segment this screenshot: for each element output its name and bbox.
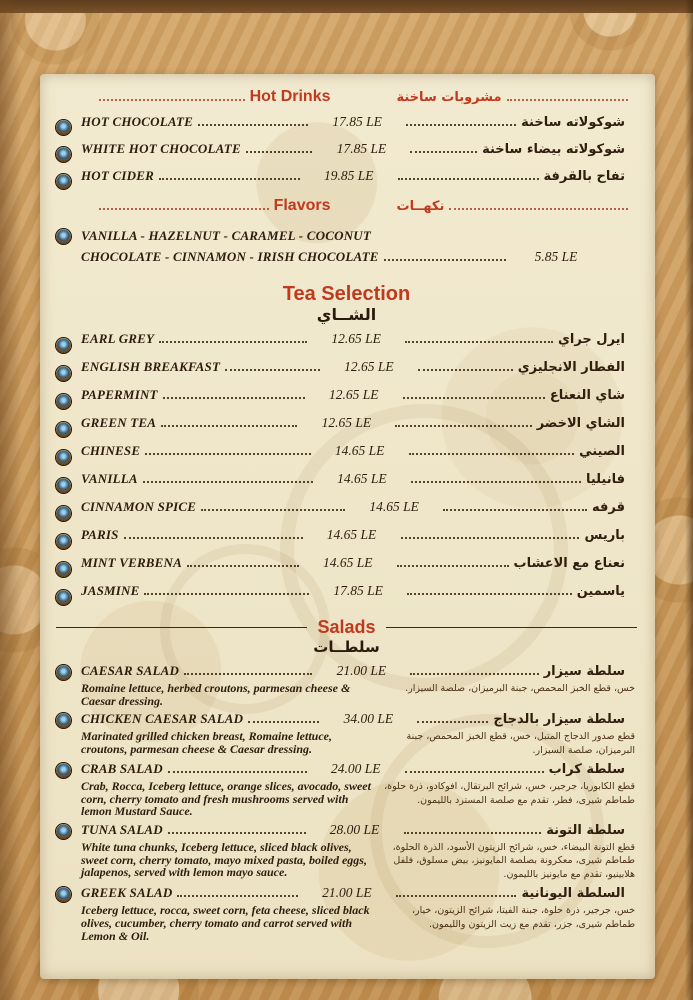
item-name-ar: ايرل جراي: [557, 332, 626, 347]
dot-leader: [143, 481, 313, 483]
item-name-en: HOT CIDER: [81, 168, 154, 183]
menu-item-row: [56, 711, 637, 730]
scan-right-edge: [685, 0, 693, 1000]
menu-item-row: [56, 555, 637, 583]
item-description-en: Romaine lettuce, herbed croutons, parmesan cheese & Caesar dressing.: [81, 681, 351, 708]
dot-leader: [99, 99, 245, 101]
item-name-en: VANILLA: [81, 471, 138, 486]
item-name-en: PAPERMINT: [81, 387, 158, 402]
item-name-ar: شوكولاته بيضاء ساخنة: [482, 142, 626, 157]
logo-bullet-icon: [56, 422, 71, 437]
menu-item-row: [56, 141, 637, 168]
flavors-text: VANILLA - HAZELNUT - CARAMEL - COCONUT: [81, 228, 372, 243]
header-right: [397, 89, 638, 107]
section-title-ar: الشــاي: [316, 305, 377, 324]
item-price: 14.65 LE: [326, 527, 377, 542]
item-name-en: TUNA SALAD: [81, 821, 163, 837]
dot-leader: [396, 895, 517, 897]
dot-leader: [398, 178, 539, 180]
salad-item: [56, 761, 637, 818]
dot-leader: [198, 124, 308, 126]
section-header-salads: [56, 617, 637, 637]
item-description-en: Marinated grilled chicken breast, Romaine lettuce, croutons, parmesan cheese & Caesar dressing.: [81, 729, 332, 756]
flavors-line-1: [56, 223, 637, 249]
dot-leader: [417, 721, 488, 723]
dot-leader: [248, 721, 319, 723]
dot-leader: [159, 341, 307, 343]
section-title-en: Tea Selection: [282, 283, 411, 305]
item-price: 12.65 LE: [329, 387, 379, 402]
section-title-ar: سلطــات: [313, 638, 380, 656]
item-description-ar: قطع الكابوريا، جرجير، خس، شرائح البرتقال، افوكادو، ذرة حلوة، طماطم شيرى، فطر، تقدم مع صلصة المسترد بالليمون.: [384, 781, 635, 806]
logo-bullet-icon: [56, 562, 71, 577]
item-name-en: CRAB SALAD: [81, 761, 163, 777]
item-price: 21.00 LE: [322, 885, 372, 901]
item-name-ar: الشاي الاخضر: [536, 416, 626, 431]
logo-bullet-icon: [56, 174, 71, 189]
dot-leader: [99, 208, 269, 210]
menu-page: [40, 74, 655, 979]
dot-leader: [397, 565, 509, 567]
logo-bullet-icon: [56, 120, 71, 135]
menu-item-row: [56, 583, 637, 611]
logo-bullet-icon: [56, 590, 71, 605]
item-price: 12.65 LE: [344, 359, 394, 374]
logo-bullet-icon: [56, 366, 71, 381]
dot-leader: [411, 481, 581, 483]
item-name-ar: شاي النعناع: [549, 388, 625, 403]
item-price: 17.85 LE: [332, 114, 382, 129]
item-name-en: HOT CHOCOLATE: [81, 114, 194, 129]
dot-leader: [407, 593, 572, 595]
dot-leader: [161, 425, 297, 427]
menu-item-row: [56, 663, 637, 682]
dot-leader: [401, 537, 580, 539]
dot-leader: [168, 832, 306, 834]
scan-left-edge: [0, 0, 22, 1000]
header-left: [56, 88, 331, 106]
header-left: [56, 197, 331, 215]
item-name-en: EARL GREY: [81, 331, 155, 346]
section-title-en: Hot Drinks: [249, 88, 331, 105]
menu-item-row: [56, 114, 637, 141]
flavors-text: CHOCOLATE - CINNAMON - IRISH CHOCOLATE: [81, 249, 379, 264]
item-price: 17.85 LE: [336, 141, 387, 156]
item-description-ar: خس، قطع الخبز المحمص، جبنة البرميزان، صلصة السيزار.: [405, 683, 635, 694]
item-price: 21.00 LE: [336, 663, 387, 678]
dot-leader: [404, 832, 542, 834]
dot-leader: [163, 397, 305, 399]
header-rule: [386, 627, 637, 628]
item-name-en: JASMINE: [81, 583, 140, 598]
item-name-en: CHICKEN CAESAR SALAD: [81, 711, 244, 727]
salad-item: [56, 663, 637, 707]
header-rule: [56, 627, 307, 628]
item-name-ar: نعناع مع الاعشاب: [513, 556, 626, 571]
item-name-en: CAESAR SALAD: [81, 663, 180, 678]
dot-leader: [145, 453, 310, 455]
item-price: 12.65 LE: [331, 331, 381, 346]
item-price: 12.65 LE: [321, 415, 372, 430]
menu-item-row: [56, 471, 637, 499]
section-title-en: Flavors: [273, 197, 331, 214]
item-price: 14.65 LE: [337, 471, 387, 486]
item-name-en: MINT VERBENA: [81, 555, 183, 570]
dot-leader: [405, 341, 553, 343]
item-name-ar: باريس: [584, 528, 625, 543]
item-name-ar: الصيني: [579, 444, 625, 459]
dot-leader: [384, 259, 506, 261]
item-description-en: White tuna chunks, Iceberg lettuce, sliced black olives, sweet corn, cherry tomato, mayo mixed pasta, boiled eggs, jalapenos, served with lemon mayo sauce.: [81, 839, 367, 880]
logo-bullet-icon: [56, 147, 71, 162]
menu-item-row: [56, 415, 637, 443]
item-name-en: CINNAMON SPICE: [81, 499, 197, 514]
item-description-en: Crab, Rocca, Iceberg lettuce, orange slices, avocado, sweet corn, cherry tomato and fresh mushrooms served with lemon Mustard Sauce.: [81, 779, 371, 819]
item-name-en: ENGLISH BREAKFAST: [81, 359, 221, 374]
section-header-tea: [56, 283, 637, 325]
item-name-ar: سلطة سيزار بالدجاج: [493, 712, 626, 728]
item-name-ar: سلطة سيزار: [543, 664, 625, 679]
item-price: 14.65 LE: [369, 499, 419, 514]
dot-leader: [177, 895, 298, 897]
item-description-ar: قطع صدور الدجاج المتبل، خس، قطع الخبز المحمص، جبنة البرميزان، صلصة السيزار.: [406, 731, 635, 756]
item-name-ar: السلطة اليونانية: [521, 886, 626, 902]
logo-bullet-icon: [56, 450, 71, 465]
dot-leader: [124, 537, 303, 539]
salad-item: [56, 822, 637, 882]
item-price: 17.85 LE: [333, 583, 383, 598]
flavors-price: 5.85 LE: [534, 249, 578, 264]
item-name-ar: شوكولاته ساخنة: [521, 115, 625, 130]
dot-leader: [403, 397, 545, 399]
logo-bullet-icon: [56, 394, 71, 409]
item-price: 34.00 LE: [343, 711, 394, 727]
dot-leader: [418, 369, 513, 371]
dot-leader: [225, 369, 320, 371]
menu-item-row: [56, 168, 637, 195]
dot-leader: [406, 124, 516, 126]
dot-leader: [184, 673, 312, 675]
logo-bullet-icon: [56, 763, 71, 778]
menu-item-row: [56, 387, 637, 415]
header-right: [397, 198, 638, 216]
menu-content: [40, 74, 655, 979]
item-name-en: GREEN TEA: [81, 415, 157, 430]
scan-top-edge: [0, 0, 693, 13]
item-name-ar: قرفه: [592, 500, 626, 515]
dot-leader: [168, 771, 307, 773]
menu-item-row: [56, 822, 637, 841]
menu-item-row: [56, 331, 637, 359]
dot-leader: [410, 151, 477, 153]
dot-leader: [507, 99, 628, 101]
section-header-flavors: [56, 197, 637, 216]
item-name-ar: الفطار الانجليزي: [517, 360, 625, 375]
salad-descriptions: [56, 730, 637, 757]
flavors-line-2: [56, 249, 637, 275]
item-price: 14.65 LE: [334, 443, 385, 458]
dot-leader: [405, 771, 544, 773]
item-description-ar: قطع التونة البيضاء، خس، شرائح الزيتون الأسود، الذرة الحلوة، طماطم شيرى، معكرونة بصلصة المايونيز، بيض مسلوق، فلفل هلابينيو، تقدم مع مايونيز بالليمون.: [392, 841, 635, 880]
menu-item-row: [56, 527, 637, 555]
salad-item: [56, 711, 637, 757]
logo-bullet-icon: [56, 713, 71, 728]
dot-leader: [395, 425, 531, 427]
item-name-en: WHITE HOT CHOCOLATE: [81, 141, 241, 156]
section-title-ar: مشروبات ساخنة: [396, 90, 502, 105]
item-name-ar: ياسمين: [576, 584, 626, 599]
menu-item-row: [56, 761, 637, 780]
salad-descriptions: [56, 841, 637, 882]
item-name-ar: سلطة التونة: [546, 822, 625, 838]
dot-leader: [159, 178, 300, 180]
section-title-ar: نكهــات: [396, 199, 445, 214]
logo-bullet-icon: [56, 887, 71, 902]
logo-bullet-icon: [56, 229, 71, 244]
item-name-ar: فانيليا: [585, 472, 626, 487]
dot-leader: [187, 565, 299, 567]
dot-leader: [144, 593, 309, 595]
item-price: 19.85 LE: [323, 168, 374, 183]
dot-leader: [449, 208, 628, 210]
item-name-ar: سلطة كراب: [548, 762, 625, 778]
menu-item-row: [56, 359, 637, 387]
dot-leader: [443, 509, 587, 511]
logo-bullet-icon: [56, 534, 71, 549]
item-description-en: Iceberg lettuce, rocca, sweet corn, feta cheese, sliced black olives, cucumber, cherry tomato and carrot served with Lemon & Oil.: [81, 903, 370, 943]
logo-bullet-icon: [56, 478, 71, 493]
item-name-en: GREEK SALAD: [81, 885, 173, 901]
section-header-hot-drinks: [56, 88, 637, 107]
item-name-en: PARIS: [81, 527, 119, 542]
dot-leader: [409, 453, 574, 455]
salad-descriptions: [56, 780, 637, 818]
item-name-en: CHINESE: [81, 443, 141, 458]
menu-item-row: [56, 885, 637, 904]
logo-bullet-icon: [56, 665, 71, 680]
logo-bullet-icon: [56, 824, 71, 839]
item-description-ar: خس، جرجير، ذرة حلوة، جبنة الفيتا، شرائح الزيتون، خيار، طماطم شيرى، جزر، تقدم مع زيت الزيتون والليمون.: [411, 905, 635, 930]
item-price: 14.65 LE: [323, 555, 373, 570]
item-price: 28.00 LE: [329, 821, 380, 837]
menu-item-row: [56, 499, 637, 527]
dot-leader: [201, 509, 345, 511]
item-price: 24.00 LE: [330, 761, 381, 777]
logo-bullet-icon: [56, 506, 71, 521]
item-name-ar: تفاح بالقرفة: [543, 169, 626, 184]
dot-leader: [410, 673, 538, 675]
salad-descriptions: [56, 904, 637, 942]
salad-descriptions: [56, 682, 637, 707]
section-title-en: Salads: [317, 617, 376, 637]
salad-item: [56, 885, 637, 942]
menu-item-row: [56, 443, 637, 471]
dot-leader: [246, 151, 313, 153]
logo-bullet-icon: [56, 338, 71, 353]
